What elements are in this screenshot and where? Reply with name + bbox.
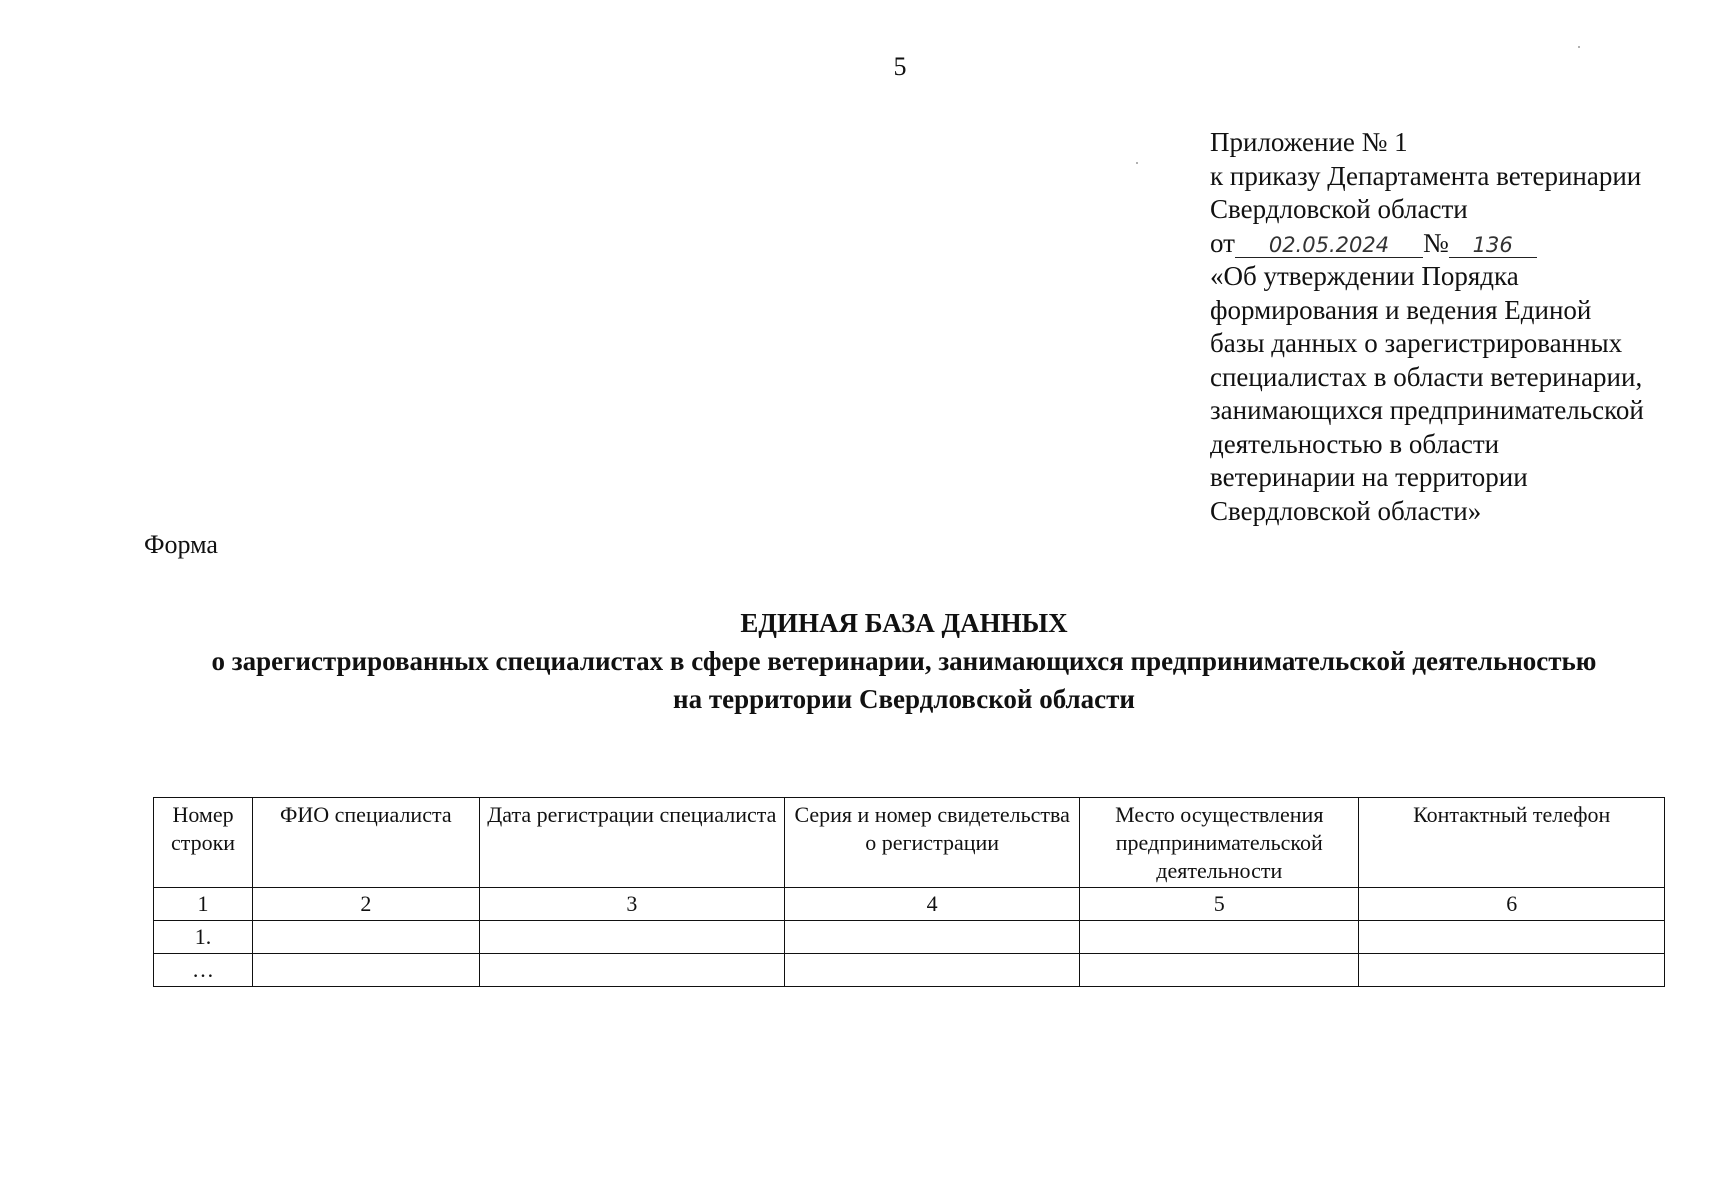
title-line-2: о зарегистрированных специалистах в сфере ветеринарии, занимающихся предпринимательской деятельностью xyxy=(211,646,1597,676)
appendix-subject-line: деятельностью в области xyxy=(1210,428,1500,459)
appendix-line-2: к приказу Департамента ветеринарии xyxy=(1210,160,1642,191)
table-cell: 1. xyxy=(154,921,253,954)
column-number: 5 xyxy=(1080,888,1359,921)
from-label: от xyxy=(1210,227,1235,258)
table-row xyxy=(154,921,1665,954)
page-number: 5 xyxy=(893,52,907,81)
appendix-line-1: Приложение № 1 xyxy=(1210,127,1408,157)
table-cell xyxy=(1359,954,1665,987)
document-title xyxy=(144,604,1664,718)
appendix-subject-line: формирования и ведения Единой xyxy=(1210,294,1592,325)
appendix-subject-line: занимающихся предпринимательской xyxy=(1210,395,1644,425)
title-line-1: ЕДИНАЯ БАЗА ДАННЫХ xyxy=(740,608,1068,638)
table-cell xyxy=(1080,921,1359,954)
number-label: № xyxy=(1422,227,1449,258)
header-certificate-number: Серия и номер свидетельства о регистрации xyxy=(785,798,1080,888)
column-number: 4 xyxy=(785,888,1080,921)
column-number: 1 xyxy=(154,888,253,921)
table-cell xyxy=(1359,921,1665,954)
table-cell xyxy=(479,954,785,987)
header-activity-place: Место осуществления предпринимательской деятельности xyxy=(1080,798,1359,888)
handwritten-number: 136 xyxy=(1449,233,1537,258)
table-cell xyxy=(785,954,1080,987)
table-row xyxy=(154,954,1665,987)
column-number: 6 xyxy=(1359,888,1665,921)
header-contact-phone: Контактный телефон xyxy=(1359,798,1665,888)
appendix-subject-line: ветеринарии на территории xyxy=(1210,462,1528,492)
table-header-row xyxy=(154,798,1665,888)
scan-speck xyxy=(1136,162,1138,164)
handwritten-date: 02.05.2024 xyxy=(1235,233,1423,258)
appendix-subject-line: специалистах в области ветеринарии, xyxy=(1210,361,1643,392)
header-row-number: Номер строки xyxy=(154,798,253,888)
table-cell xyxy=(785,921,1080,954)
column-number-row xyxy=(154,888,1665,921)
table-cell xyxy=(479,921,785,954)
header-full-name: ФИО специалиста xyxy=(253,798,480,888)
database-form-table xyxy=(153,797,1665,987)
table-cell xyxy=(253,921,480,954)
table-cell: … xyxy=(154,954,253,987)
column-number: 3 xyxy=(479,888,785,921)
appendix-line-3: Свердловской области xyxy=(1210,194,1468,224)
table-cell xyxy=(253,954,480,987)
scan-speck xyxy=(1578,46,1580,48)
appendix-subject-line: базы данных о зарегистрированных xyxy=(1210,328,1623,358)
form-label: Форма xyxy=(144,530,218,559)
table-cell xyxy=(1080,954,1359,987)
title-line-3: на территории Свердловской области xyxy=(673,684,1135,714)
appendix-block xyxy=(1210,126,1700,528)
appendix-date-line xyxy=(1210,227,1700,261)
header-registration-date: Дата регистрации специалиста xyxy=(479,798,785,888)
appendix-subject-line: Свердловской области» xyxy=(1210,495,1482,526)
column-number: 2 xyxy=(253,888,480,921)
appendix-subject-line: «Об утверждении Порядка xyxy=(1210,261,1519,291)
